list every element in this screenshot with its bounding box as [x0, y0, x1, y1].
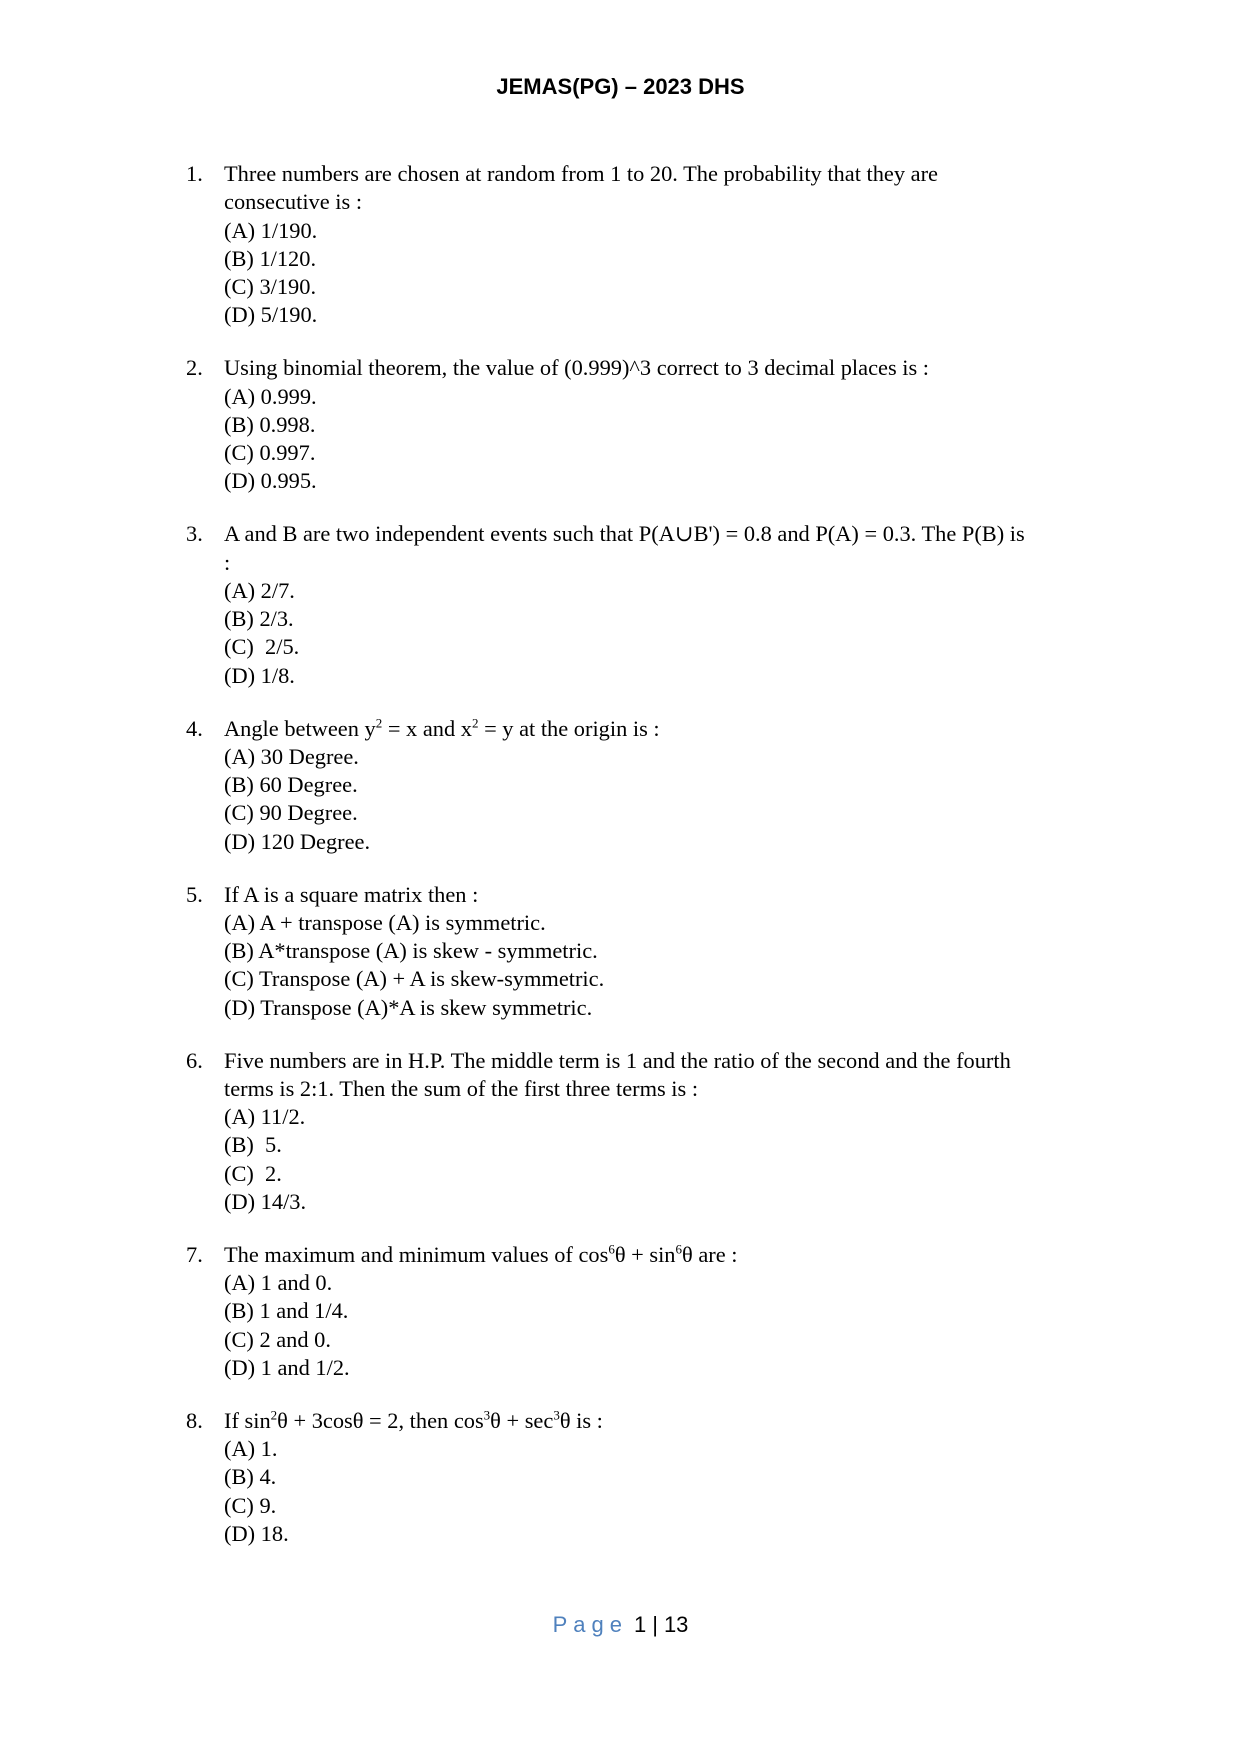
option-d: (D) 5/190. — [224, 302, 318, 328]
option-b: (B) A*transpose (A) is skew - symmetric. — [224, 938, 598, 964]
question-stem-line — [224, 715, 1066, 743]
question-body — [224, 1047, 1066, 1217]
question-stem-line: Three numbers are chosen at random from 1 to 20. The probability that they are — [224, 161, 938, 186]
question-body — [224, 1407, 1066, 1548]
question-stem-line: If A is a square matrix then : — [224, 881, 479, 907]
question-body — [224, 715, 1066, 856]
question-body — [224, 1241, 1066, 1382]
page-separator: | — [652, 1612, 658, 1637]
question-7 — [186, 1241, 1066, 1382]
question-stem-line — [224, 1407, 1066, 1435]
option-d: (D) Transpose (A)*A is skew symmetric. — [224, 994, 593, 1020]
superscript: 3 — [483, 1407, 491, 1423]
current-page-number: 1 — [633, 1612, 647, 1637]
option-d: (D) 18. — [224, 1520, 289, 1546]
option-b: (B) 4. — [224, 1464, 277, 1490]
superscript: 3 — [553, 1407, 560, 1423]
option-b: (B) 1/120. — [224, 245, 317, 271]
option-a: (A) A + transpose (A) is symmetric. — [224, 909, 546, 935]
question-8 — [186, 1407, 1066, 1548]
question-4 — [186, 715, 1066, 856]
question-number: 3. — [186, 521, 203, 547]
superscript: 2 — [375, 715, 383, 731]
question-body — [224, 881, 1066, 1022]
option-b: (B) 0.998. — [224, 411, 316, 437]
stem-text: The maximum and minimum values of cos — [224, 1241, 609, 1267]
question-number: 2. — [186, 355, 203, 381]
page-footer — [0, 1612, 1241, 1638]
question-number: 1. — [186, 161, 203, 186]
question-stem-line: Using binomial theorem, the value of (0.999)^3 correct to 3 decimal places is : — [224, 355, 930, 381]
question-stem-line — [224, 1241, 1066, 1269]
stem-text: = y at the origin is : — [478, 715, 660, 741]
question-stem-line: consecutive is : — [224, 189, 363, 215]
question-5 — [186, 881, 1066, 1022]
option-d: (D) 1/8. — [224, 662, 295, 688]
question-body — [224, 354, 1066, 495]
stem-text: If sin — [224, 1407, 271, 1433]
question-2 — [186, 354, 1066, 495]
question-6 — [186, 1047, 1066, 1217]
option-a: (A) 2/7. — [224, 577, 295, 603]
question-stem-line: A and B are two independent events such that P(A∪B') = 0.8 and P(A) = 0.3. The P(B) is — [224, 521, 1025, 547]
question-number: 5. — [186, 881, 203, 907]
question-stem-line: : — [224, 549, 231, 575]
option-d: (D) 120 Degree. — [224, 828, 371, 854]
question-number: 6. — [186, 1047, 203, 1073]
option-d: (D) 1 and 1/2. — [224, 1354, 350, 1380]
question-number: 7. — [186, 1241, 203, 1267]
option-a: (A) 11/2. — [224, 1104, 306, 1130]
question-3 — [186, 520, 1066, 690]
question-stem-line: Five numbers are in H.P. The middle term is 1 and the ratio of the second and the fourth — [224, 1047, 1011, 1073]
superscript: 6 — [608, 1241, 615, 1257]
option-b: (B) 1 and 1/4. — [224, 1298, 349, 1324]
question-body — [224, 160, 1066, 330]
option-d: (D) 14/3. — [224, 1189, 307, 1214]
option-b: (B) 2/3. — [224, 606, 294, 632]
page-label: Page — [552, 1612, 628, 1637]
option-a: (A) 1. — [224, 1436, 278, 1462]
stem-text: θ are : — [682, 1241, 738, 1267]
option-c: (C) 2/5. — [224, 634, 300, 660]
option-b: (B) 60 Degree. — [224, 772, 358, 798]
stem-text: Angle between y — [224, 715, 376, 741]
stem-text: θ + 3cosθ = 2, then cos — [277, 1407, 484, 1433]
superscript: 2 — [471, 715, 479, 731]
option-c: (C) 3/190. — [224, 274, 317, 300]
question-number: 8. — [186, 1407, 203, 1433]
option-a: (A) 0.999. — [224, 383, 317, 409]
question-list — [186, 160, 1066, 1573]
question-stem-line: terms is 2:1. Then the sum of the first three terms is : — [224, 1075, 699, 1101]
stem-text: θ + sin — [614, 1241, 676, 1267]
superscript: 6 — [675, 1241, 682, 1257]
option-c: (C) 0.997. — [224, 440, 316, 466]
stem-text: = x and x — [382, 715, 472, 741]
option-d: (D) 0.995. — [224, 468, 317, 494]
option-c: (C) 90 Degree. — [224, 800, 358, 826]
question-body — [224, 520, 1066, 690]
option-c: (C) 2. — [224, 1160, 282, 1186]
option-c: (C) 9. — [224, 1492, 277, 1518]
option-b: (B) 5. — [224, 1132, 282, 1158]
option-c: (C) Transpose (A) + A is skew-symmetric. — [224, 966, 605, 992]
question-1 — [186, 160, 1066, 330]
stem-text: θ is : — [559, 1407, 603, 1433]
question-number: 4. — [186, 715, 203, 741]
superscript: 2 — [270, 1407, 278, 1423]
option-a: (A) 1/190. — [224, 217, 318, 243]
page-title: JEMAS(PG) – 2023 DHS — [496, 74, 745, 99]
option-a: (A) 30 Degree. — [224, 743, 359, 769]
option-a: (A) 1 and 0. — [224, 1270, 333, 1296]
option-c: (C) 2 and 0. — [224, 1326, 331, 1352]
total-pages: 13 — [663, 1612, 689, 1637]
stem-text: θ + sec — [490, 1407, 554, 1433]
